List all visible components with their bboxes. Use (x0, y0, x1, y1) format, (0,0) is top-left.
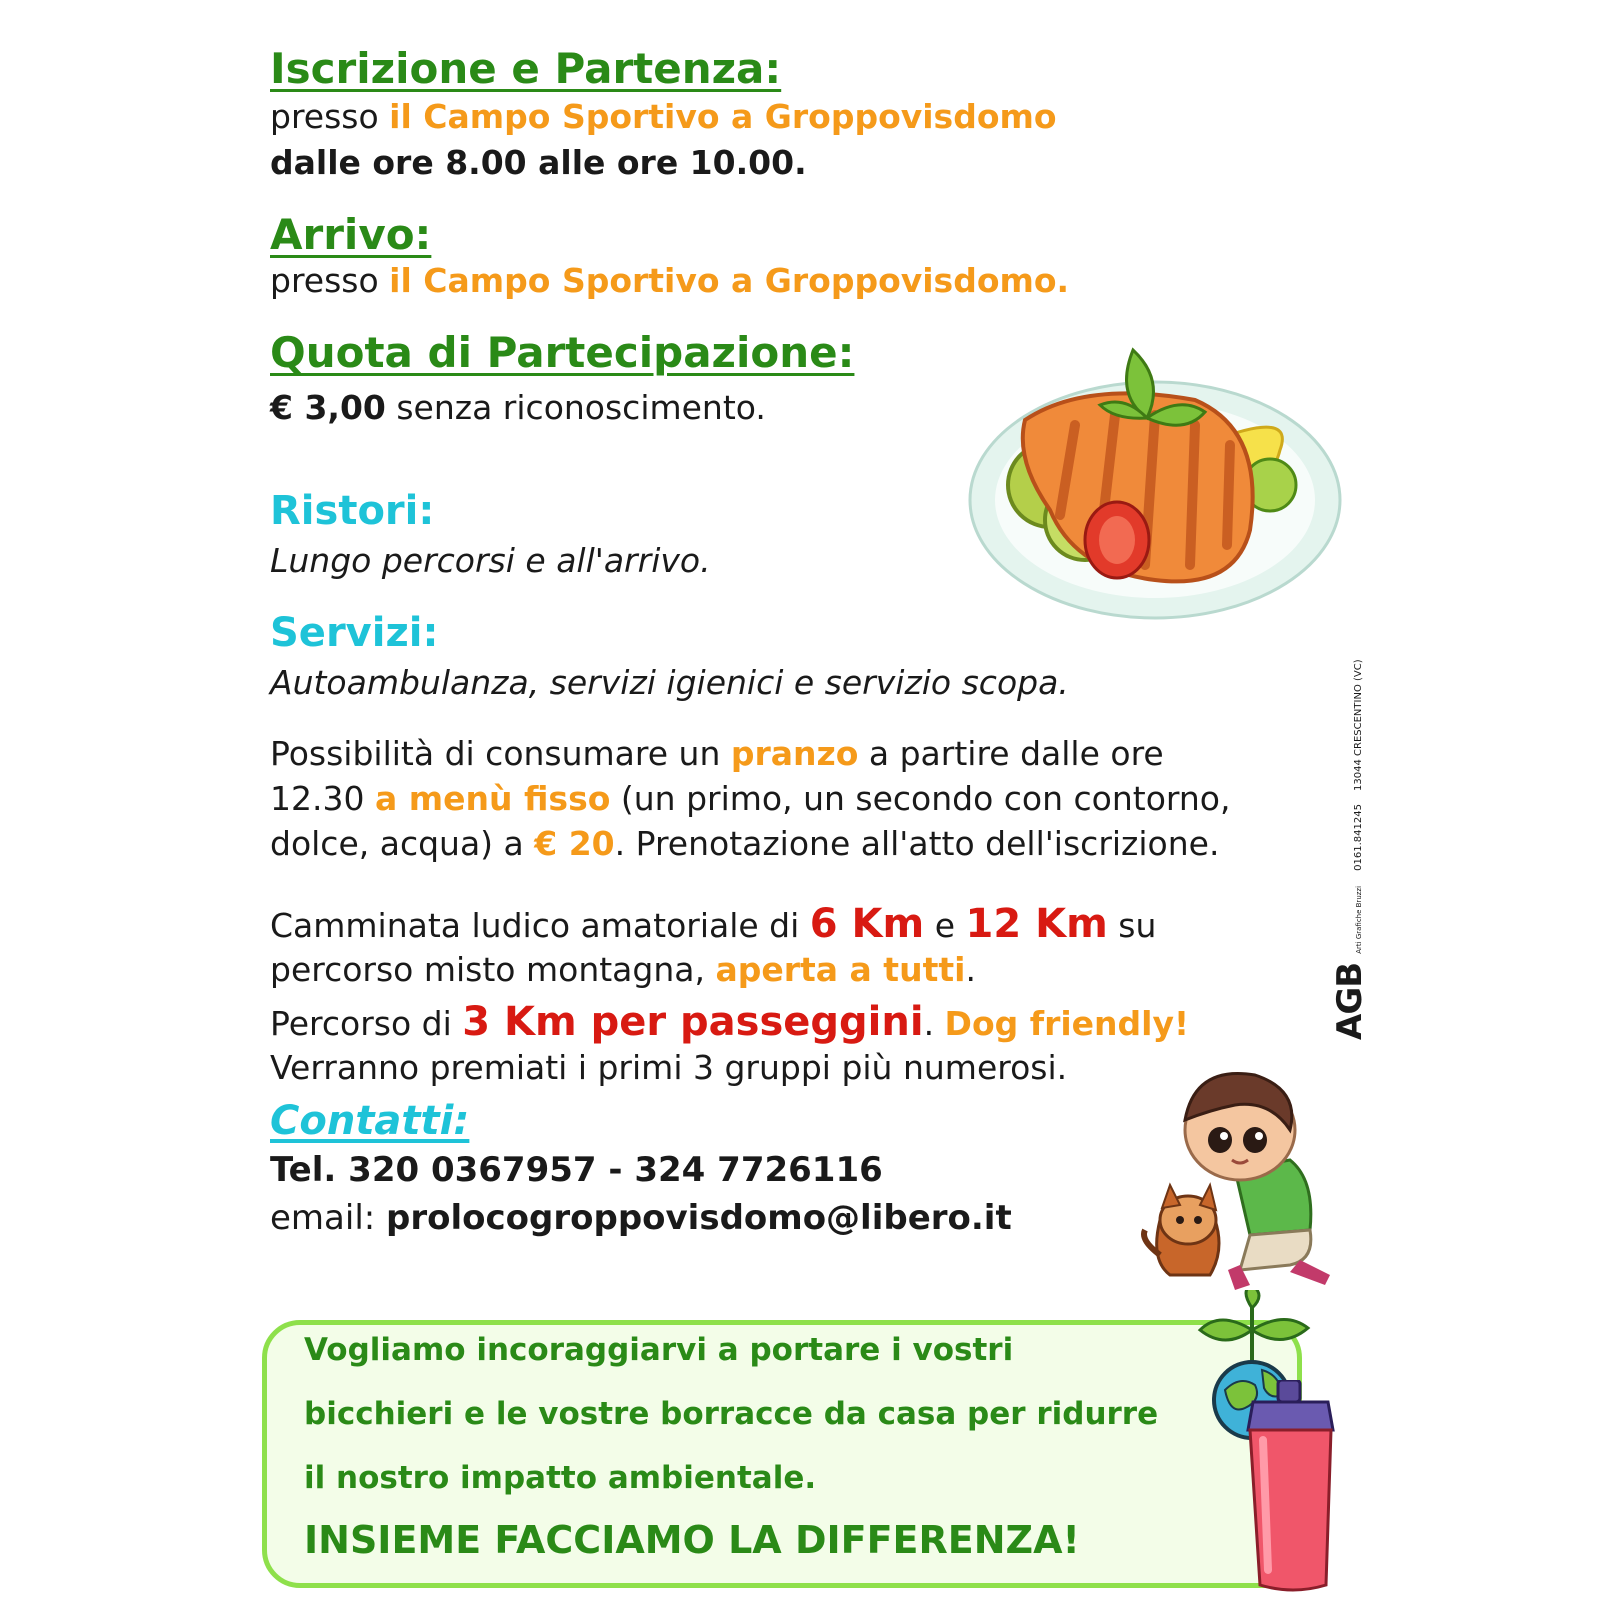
ristori-heading: Ristori: (270, 488, 435, 534)
printer-phone: 0161.841245 (1353, 804, 1364, 871)
servizi-text: Autoambulanza, servizi igienici e servizio scopa. (270, 663, 1069, 702)
ristori-text: Lungo percorsi e all'arrivo. (270, 541, 711, 580)
pranzo-line-2: 12.30 a menù fisso (un primo, un secondo con contorno, (270, 779, 1231, 818)
iscrizione-place: il Campo Sportivo a Groppovisdomo (389, 97, 1057, 136)
camminata-line-3: Percorso di 3 Km per passeggini. Dog friendly! (270, 999, 1190, 1045)
iscrizione-place-line (270, 94, 1057, 139)
contatti-email-line: email: prolocogroppovisdomo@libero.it (270, 1198, 1012, 1238)
eco-line-1: Vogliamo incoraggiarvi a portare i vostri (304, 1332, 1014, 1368)
eco-line-2: bicchieri e le vostre borracce da casa per ridurre (304, 1396, 1159, 1432)
contatti-heading: Contatti: (270, 1098, 470, 1144)
servizi-heading: Servizi: (270, 610, 439, 656)
iscrizione-hours: dalle ore 8.00 alle ore 10.00. (270, 143, 807, 182)
contatti-tel-line: Tel. 320 0367957 - 324 7726116 (270, 1150, 883, 1190)
water-bottle-icon (1238, 1380, 1348, 1595)
pranzo-line-3: dolce, acqua) a € 20. Prenotazione all'atto dell'iscrizione. (270, 824, 1220, 863)
passeggini-highlight: 3 Km per passeggini (462, 999, 924, 1045)
camminata-line-4: Verranno premiati i primi 3 gruppi più numerosi. (270, 1048, 1068, 1087)
quota-amount: € 3,00 (270, 388, 386, 427)
phone-numbers[interactable]: 320 0367957 - 324 7726116 (348, 1150, 883, 1190)
eco-slogan: INSIEME FACCIAMO LA DIFFERENZA! (304, 1518, 1080, 1562)
printer-address: 13044 CRESCENTINO (VC) (1353, 659, 1364, 791)
camminata-line-2: percorso misto montagna, aperta a tutti. (270, 950, 976, 989)
eco-line-3: il nostro impatto ambientale. (304, 1460, 817, 1496)
salmon-plate-icon (965, 340, 1345, 625)
arrivo-place-line (270, 258, 1069, 303)
aperta-highlight: aperta a tutti (715, 950, 966, 989)
camminata-line-1: Camminata ludico amatoriale di 6 Km e 12 Km su (270, 901, 1157, 947)
distance-6km: 6 Km (809, 901, 925, 947)
quota-note: senza riconoscimento. (385, 388, 766, 427)
price-highlight: € 20 (534, 824, 615, 863)
printer-mark (1330, 659, 1370, 1040)
iscrizione-heading: Iscrizione e Partenza: (270, 44, 782, 93)
email-link[interactable]: prolocogroppovisdomo@libero.it (386, 1198, 1012, 1238)
printer-logo: AGB (1330, 962, 1370, 1040)
quota-heading: Quota di Partecipazione: (270, 328, 855, 377)
menu-fisso-highlight: a menù fisso (374, 779, 611, 818)
kid-with-dog-icon (1140, 1060, 1350, 1300)
distance-12km: 12 Km (965, 901, 1108, 947)
pranzo-line-1: Possibilità di consumare un pranzo a partire dalle ore (270, 734, 1164, 773)
arrivo-heading: Arrivo: (270, 210, 432, 259)
dog-friendly-highlight: Dog friendly! (944, 1004, 1190, 1043)
pranzo-highlight: pranzo (730, 734, 859, 773)
quota-line (270, 385, 766, 430)
arrivo-pre: presso (270, 261, 390, 300)
printer-name: Arti Grafiche Bruzzi (1355, 885, 1363, 954)
arrivo-place: il Campo Sportivo a Groppovisdomo. (389, 261, 1070, 300)
iscrizione-pre: presso (270, 97, 390, 136)
